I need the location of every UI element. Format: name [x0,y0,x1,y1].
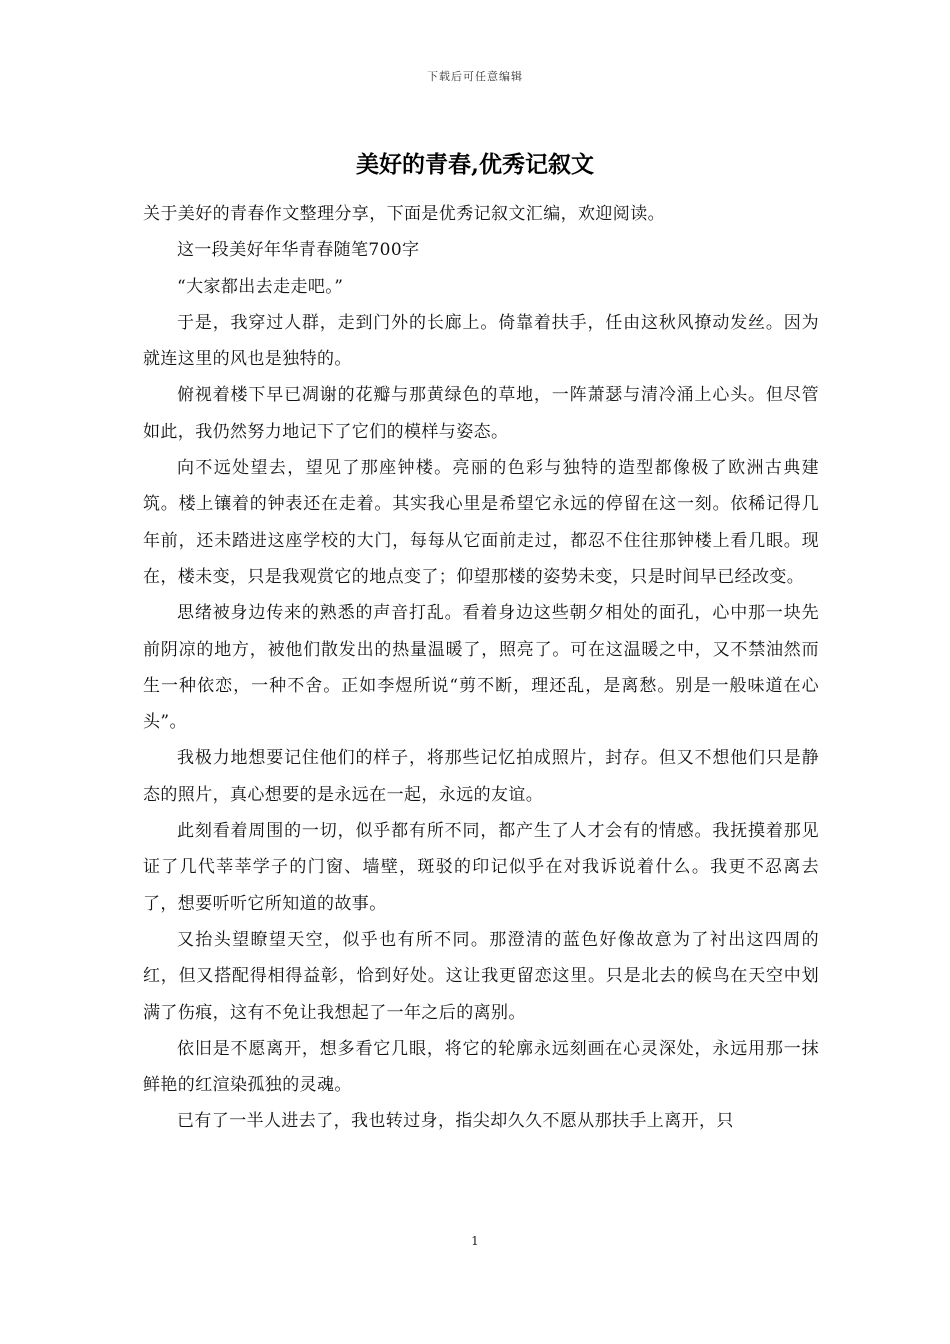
paragraph: 已有了一半人进去了，我也转过身，指尖却久久不愿从那扶手上离开，只 [177,1111,734,1132]
page-number: 1 [471,1234,479,1248]
paragraph: 我极力地想要记住他们的样子，将那些记忆拍成照片，封存。但又不想他们只是静态的照片，真心想要的是永远在一起，永远的友谊。 [143,748,819,805]
page-header-note: 下载后可任意编辑 [427,70,523,83]
paragraph: 思绪被身边传来的熟悉的声音打乱。看着身边这些朝夕相处的面孔，心中那一块先前阴凉的地方，被他们散发出的热量温暖了，照亮了。可在这温暖之中，又不禁油然而生一种依恋，一种不舍。正如李煜所说“剪不断，理还乱，是离愁。别是一般味道在心头”。 [143,603,819,733]
paragraph-subtitle: 这一段美好年华青春随笔700字 [177,240,420,261]
paragraph: 又抬头望瞭望天空，似乎也有所不同。那澄清的蓝色好像故意为了衬出这四周的红，但又搭配得相得益彰，恰到好处。这让我更留恋这里。只是北去的候鸟在天空中划满了伤痕，这有不免让我想起了一年之后的离别。 [143,929,819,1023]
document-body [143,196,819,1140]
paragraph: 此刻看着周围的一切，似乎都有所不同，都产生了人才会有的情感。我抚摸着那见证了几代莘莘学子的门窗、墙壁，斑驳的印记似乎在对我诉说着什么。我更不忍离去了，想要听听它所知道的故事。 [143,821,819,914]
document-title: 美好的青春,优秀记叙文 [355,151,594,178]
paragraph: 俯视着楼下早已凋谢的花瓣与那黄绿色的草地，一阵萧瑟与清冷涌上心头。但尽管如此，我仍然努力地记下了它们的模样与姿态。 [143,385,819,442]
paragraph: 于是，我穿过人群，走到门外的长廊上。倚靠着扶手，任由这秋风撩动发丝。因为就连这里的风也是独特的。 [143,312,819,370]
paragraph: 向不远处望去，望见了那座钟楼。亮丽的色彩与独特的造型都像极了欧洲古典建筑。楼上镶着的钟表还在走着。其实我心里是希望它永远的停留在这一刻。依稀记得几年前，还未踏进这座学校的大门，每每从它面前走过，都忍不住往那钟楼上看几眼。现在，楼未变，只是我观赏它的地点变了；仰望那楼的姿势未变，只是时间早已经改变。 [143,458,819,587]
paragraph: “大家都出去走走吧。” [177,276,344,297]
paragraph: 依旧是不愿离开，想多看它几眼，将它的轮廓永远刻画在心灵深处，永远用那一抹鲜艳的红渲染孤独的灵魂。 [143,1038,819,1096]
intro-paragraph: 关于美好的青春作文整理分享，下面是优秀记叙文汇编，欢迎阅读。 [143,204,665,224]
